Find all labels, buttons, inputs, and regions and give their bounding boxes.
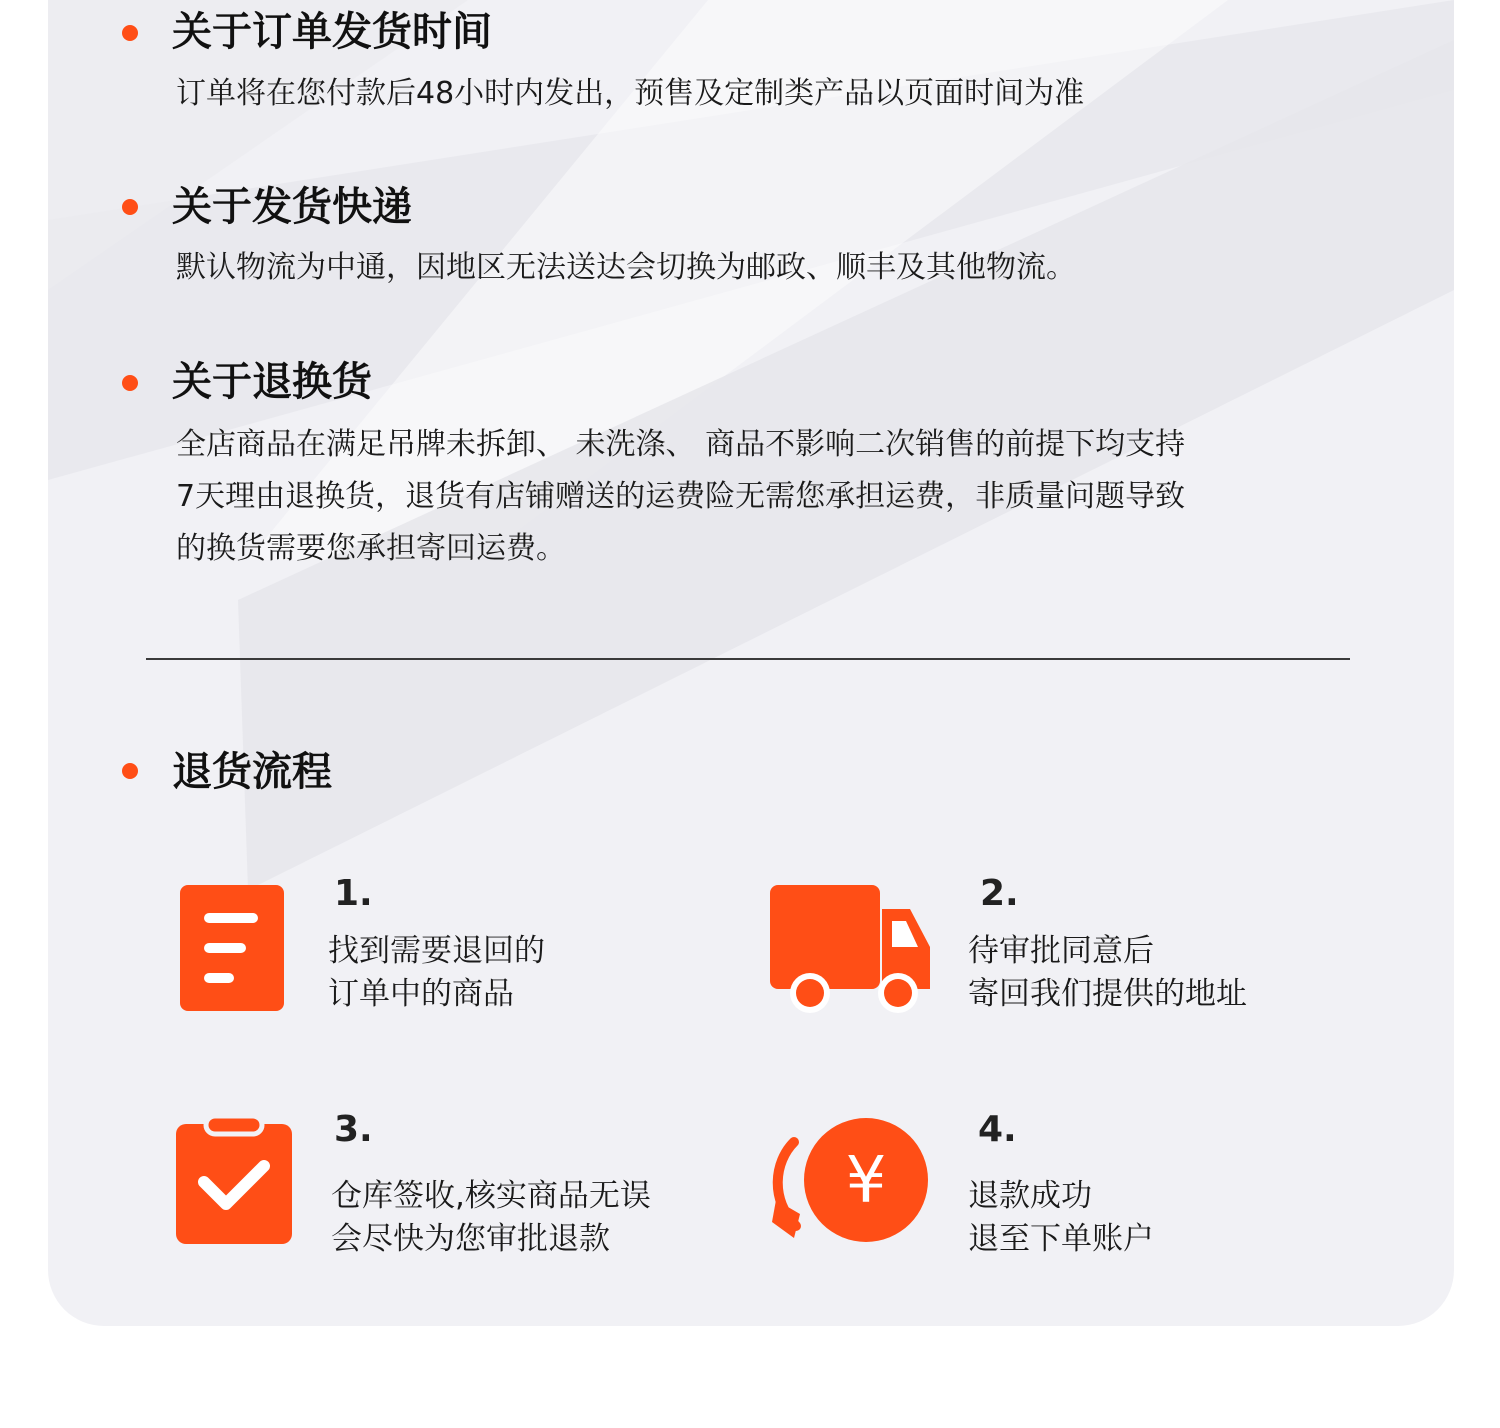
section-title: 关于退换货 [172, 359, 372, 405]
step-number: 4. [978, 1109, 1017, 1150]
return-policy-card [48, 0, 1454, 1326]
divider [146, 658, 1350, 660]
step-number: 2. [980, 873, 1019, 914]
yen-refund-icon [760, 1116, 930, 1244]
bullet-dot [122, 375, 138, 391]
section-title: 关于订单发货时间 [172, 9, 492, 55]
section-title: 退货流程 [172, 749, 332, 795]
delivery-truck-icon [770, 885, 932, 1013]
step-line-1: 仓库签收,核实商品无误 [331, 1178, 651, 1214]
step-line-1: 找到需要退回的 [328, 933, 545, 969]
section-body: 订单将在您付款后48小时内发出，预售及定制类产品以页面时间为准 [176, 76, 1085, 111]
section-body-line: 7天理由退换货，退货有店铺赠送的运费险无需您承担运费，非质量问题导致 [176, 479, 1186, 514]
bullet-dot [122, 199, 138, 215]
section-body: 默认物流为中通，因地区无法送达会切换为邮政、顺丰及其他物流。 [176, 250, 1076, 285]
document-list-icon [180, 885, 284, 1011]
bullet-dot [122, 25, 138, 41]
step-number: 3. [334, 1109, 373, 1150]
clipboard-check-icon [176, 1116, 292, 1244]
section-body-line: 全店商品在满足吊牌未拆卸、 未洗涤、 商品不影响二次销售的前提下均支持 [176, 427, 1186, 462]
yen-symbol: ¥ [845, 1144, 887, 1218]
bullet-dot [122, 763, 138, 779]
section-title: 关于发货快递 [172, 184, 412, 230]
step-line-2: 寄回我们提供的地址 [968, 976, 1247, 1012]
step-line-2: 会尽快为您审批退款 [331, 1221, 610, 1257]
step-number: 1. [334, 873, 373, 914]
step-line-1: 待审批同意后 [968, 933, 1154, 969]
step-line-1: 退款成功 [968, 1178, 1092, 1214]
section-body-line: 的换货需要您承担寄回运费。 [176, 531, 566, 566]
step-line-2: 退至下单账户 [968, 1221, 1154, 1257]
step-line-2: 订单中的商品 [328, 976, 514, 1012]
